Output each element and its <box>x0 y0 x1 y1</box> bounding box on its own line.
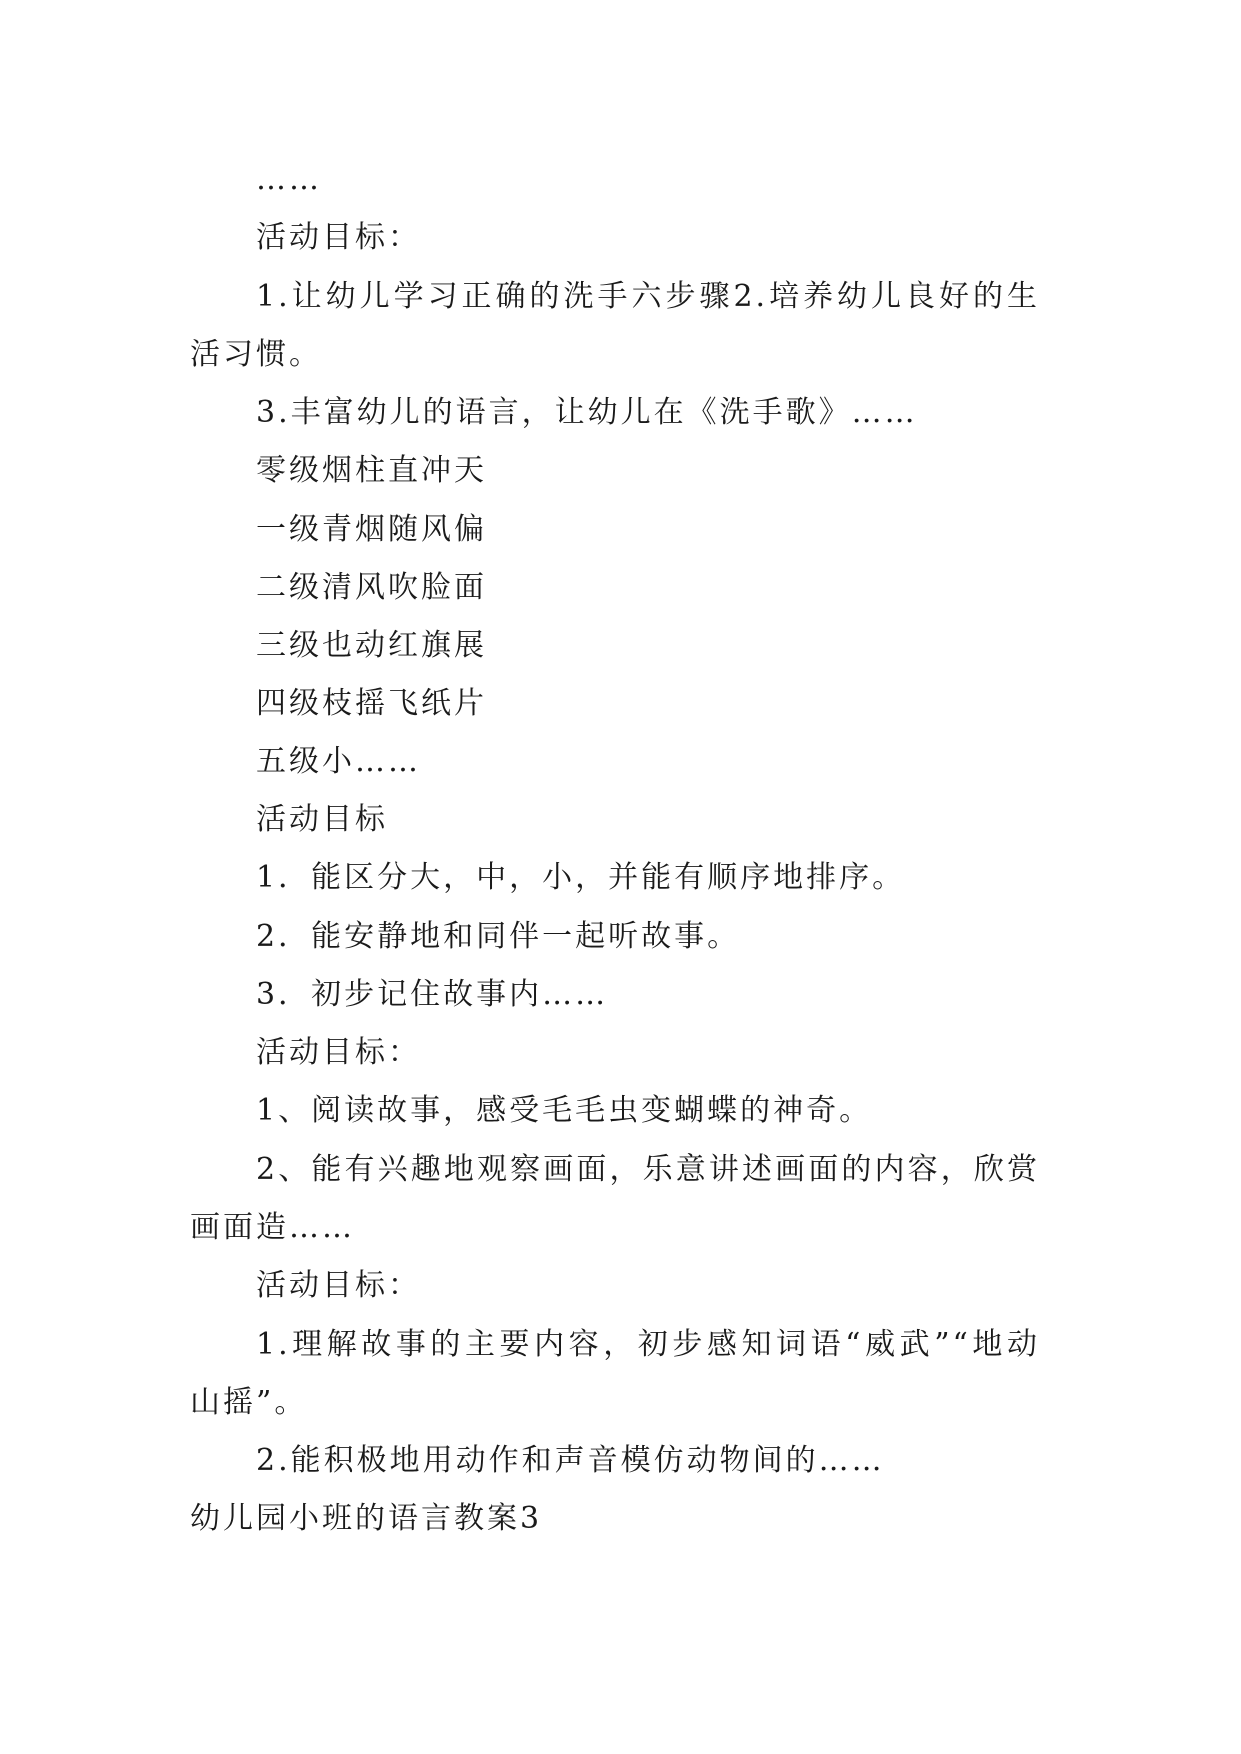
text-line-wind-level-0: 零级烟柱直冲天 <box>256 453 487 488</box>
text-line-butterfly-goal-1: 1、阅读故事，感受毛毛虫变蝴蝶的神奇。 <box>256 1093 873 1128</box>
text-line-goal-heading: 活动目标： <box>256 1268 421 1303</box>
text-line-butterfly-goal-2: 2、能有兴趣地观察画面，乐意讲述画面的内容，欣赏 <box>256 1152 1040 1187</box>
text-line-wind-level-5: 五级小…… <box>256 744 421 779</box>
text-line-story-goal-1-cont: 山摇”。 <box>190 1385 308 1420</box>
text-line-wind-level-2: 二级清风吹脸面 <box>256 570 487 605</box>
text-line-wind-level-1: 一级青烟随风偏 <box>256 512 487 547</box>
text-line-handwash-goal-3: 3.丰富幼儿的语言，让幼儿在《洗手歌》…… <box>256 395 918 430</box>
text-line-size-goal-1: 1．能区分大，中，小，并能有顺序地排序。 <box>256 860 906 895</box>
text-line-size-goal-2: 2．能安静地和同伴一起听故事。 <box>256 919 741 954</box>
text-line-handwash-goals: 1.让幼儿学习正确的洗手六步骤2.培养幼儿良好的生 <box>256 279 1040 314</box>
text-line-handwash-goals-cont: 活习惯。 <box>190 337 322 372</box>
section-title: 幼儿园小班的语言教案3 <box>190 1501 543 1536</box>
text-line-goal-heading: 活动目标 <box>256 802 388 837</box>
text-line-goal-heading: 活动目标： <box>256 1035 421 1070</box>
text-line-story-goal-2: 2.能积极地用动作和声音模仿动物间的…… <box>256 1443 885 1478</box>
text-line-ellipsis: …… <box>256 162 322 197</box>
text-line-wind-level-4: 四级枝摇飞纸片 <box>256 686 487 721</box>
text-line-size-goal-3: 3．初步记住故事内…… <box>256 977 609 1012</box>
text-line-goal-heading: 活动目标： <box>256 220 421 255</box>
text-line-wind-level-3: 三级也动红旗展 <box>256 628 487 663</box>
text-line-story-goal-1: 1.理解故事的主要内容，初步感知词语“威武”“地动 <box>256 1327 1040 1362</box>
text-line-butterfly-goal-2-cont: 画面造…… <box>190 1210 355 1245</box>
